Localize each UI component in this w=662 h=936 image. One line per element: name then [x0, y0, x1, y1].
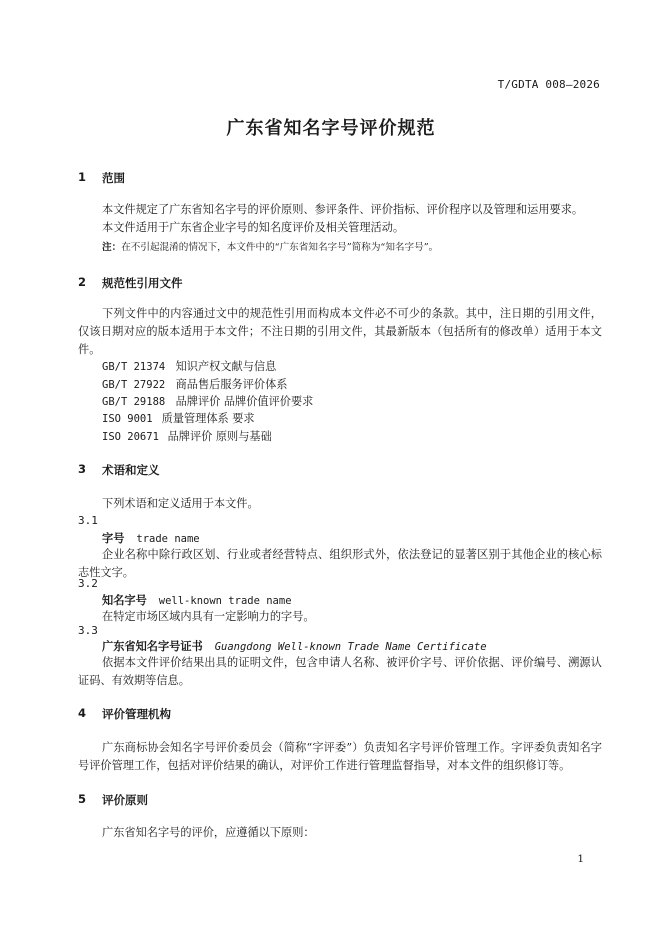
term-definition: 依据本文件评价结果出具的证明文件，包含申请人名称、被评价字号、评价依据、评价编号、溯源认证码、有效期等信息。 — [78, 656, 602, 687]
term-en: well-known trade name — [158, 595, 292, 607]
standard-code: T/GDTA 008—2026 — [497, 78, 600, 91]
section-title: 规范性引用文件 — [102, 276, 183, 290]
section-4-paragraph: 广东商标协会知名字号评价委员会（简称“字评委”）负责知名字号评价管理工作。字评委负责知名字号评价管理工作，包括对评价结果的确认，对评价工作进行管理监督指导，对本文件的组织修订等。 — [78, 741, 602, 772]
reference-code: ISO 9001 — [102, 413, 153, 425]
term-definition: 在特定市场区域内具有一定影响力的字号。 — [102, 610, 315, 623]
reference-title: 知识产权文献与信息 — [175, 360, 277, 373]
term-zh: 知名字号 — [102, 594, 147, 607]
note-label: 注： — [102, 242, 122, 253]
note-text: 在不引起混淆的情况下，本文件中的“广东省知名字号”简称为“知名字号”。 — [121, 242, 439, 253]
term-en: trade name — [136, 533, 200, 545]
reference-code: ISO 20671 — [102, 431, 159, 443]
section-number: 2 — [78, 275, 87, 289]
reference-title: 品牌评价 原则与基础 — [167, 430, 272, 443]
reference-item — [102, 376, 287, 394]
term-number: 3.2 — [78, 577, 98, 590]
section-3-intro: 下列术语和定义适用于本文件。 — [102, 497, 259, 510]
reference-code: GB/T 29188 — [102, 396, 166, 408]
reference-item — [102, 410, 255, 428]
reference-title: 品牌评价 品牌价值评价要求 — [175, 395, 314, 408]
section-1-paragraph-2: 本文件适用于广东省企业字号的知名度评价及相关管理活动。 — [102, 221, 405, 234]
section-1-note — [102, 239, 438, 253]
section-title: 术语和定义 — [102, 463, 160, 477]
term-en: Guangdong Well-known Trade Name Certificate — [214, 641, 487, 653]
page-number: 1 — [577, 853, 584, 865]
reference-title: 质量管理体系 要求 — [161, 412, 255, 425]
document-title: 广东省知名字号评价规范 — [226, 118, 436, 139]
section-5-paragraph: 广东省知名字号的评价，应遵循以下原则： — [102, 826, 315, 839]
section-1-paragraph-1: 本文件规定了广东省知名字号的评价原则、参评条件、评价指标、评价程序以及管理和运用要求。 — [102, 203, 584, 216]
reference-item — [102, 428, 272, 446]
term-zh: 广东省知名字号证书 — [102, 640, 203, 653]
term-definition: 企业名称中除行政区划、行业或者经营特点、组织形式外，依法登记的显著区别于其他企业的核心标志性文字。 — [78, 548, 602, 579]
reference-code: GB/T 21374 — [102, 361, 166, 373]
section-title: 范围 — [102, 171, 125, 185]
section-number: 1 — [78, 170, 87, 184]
section-number: 5 — [78, 792, 87, 806]
reference-title: 商品售后服务评价体系 — [175, 378, 288, 391]
section-title: 评价原则 — [102, 793, 148, 807]
reference-item — [102, 358, 276, 376]
term-number: 3.3 — [78, 624, 98, 637]
section-2-paragraph: 下列文件中的内容通过文中的规范性引用而构成本文件必不可少的条款。其中，注日期的引用文件，仅该日期对应的版本适用于本文件；不注日期的引用文件，其最新版本（包括所有的修改单）适用于本文件。 — [78, 307, 602, 356]
reference-item — [102, 393, 313, 411]
term-zh: 字号 — [102, 532, 125, 545]
section-title: 评价管理机构 — [102, 707, 171, 721]
term-number: 3.1 — [78, 514, 98, 527]
section-number: 3 — [78, 462, 87, 476]
section-number: 4 — [78, 706, 87, 720]
reference-code: GB/T 27922 — [102, 379, 166, 391]
